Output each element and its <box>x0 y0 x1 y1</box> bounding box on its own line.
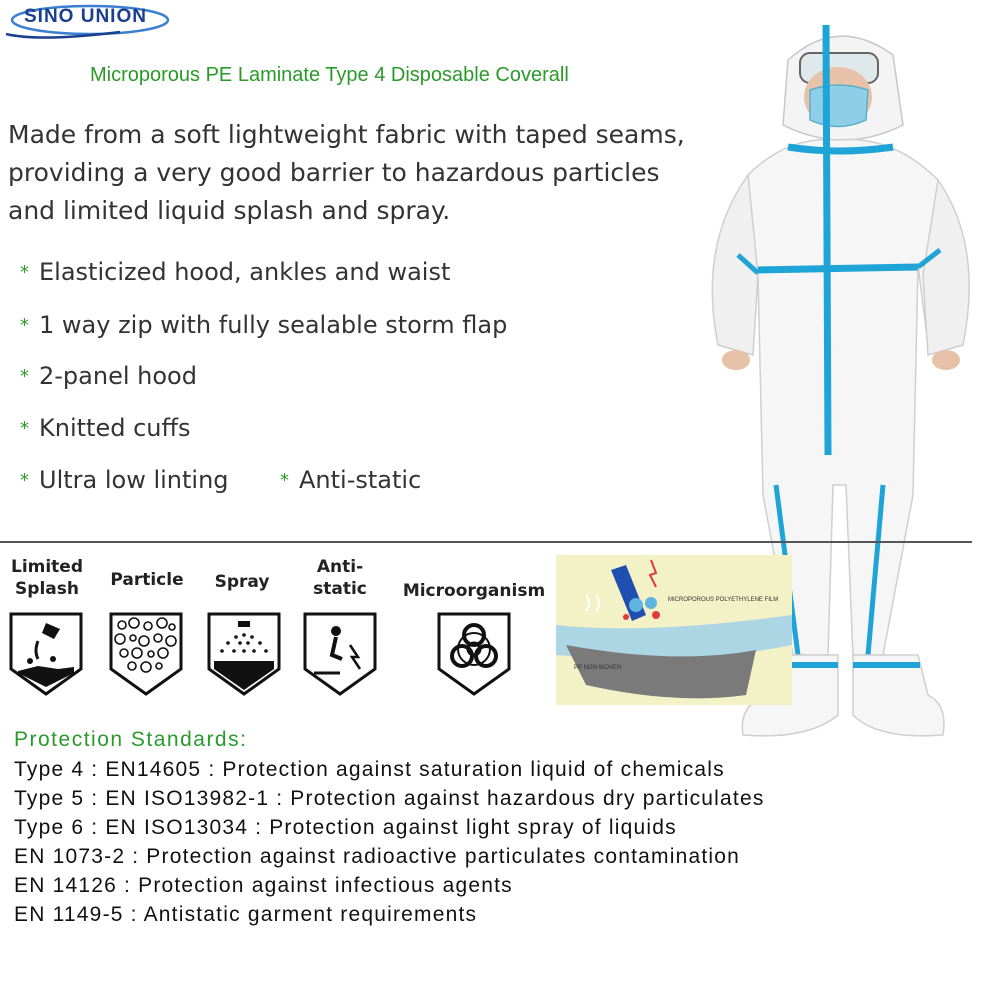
feature-item: * Knitted cuffs <box>20 414 191 442</box>
feature-item: * Elasticized hood, ankles and waist <box>20 258 451 286</box>
feature-item: * Ultra low linting <box>20 466 229 494</box>
fabric-layers-diagram <box>556 555 792 705</box>
standard-item: EN 1149-5 : Antistatic garment requirements <box>14 903 478 926</box>
product-description: Made from a soft lightweight fabric with taped seams, providing a very good barrier to hazardous particles and limited liquid splash and spray. <box>8 120 685 225</box>
bullet-star-icon: * <box>20 262 29 283</box>
limited-splash-icon <box>8 611 84 697</box>
standard-item: Type 6 : EN ISO13034 : Protection against light spray of liquids <box>14 816 677 839</box>
bullet-star-icon: * <box>280 470 289 491</box>
standard-item: EN 1073-2 : Protection against radioactive particulates contamination <box>14 845 740 868</box>
nonwoven-layer-label: PP NON WOVEN <box>574 665 622 671</box>
standard-item: EN 14126 : Protection against infectious agents <box>14 874 513 897</box>
logo-text: SINO UNION <box>24 6 147 27</box>
biohazard-icon <box>436 611 512 697</box>
feature-item: * Anti-static <box>280 466 422 494</box>
feature-item: * 1 way zip with fully sealable storm flap <box>20 311 508 339</box>
antistatic-icon <box>302 611 378 697</box>
feature-item: * 2-panel hood <box>20 362 197 390</box>
symbol-label-limited-splash: Limited Splash <box>10 557 84 599</box>
film-layer-label: MICROPOROUS POLYETHYLENE FILM <box>668 597 779 603</box>
particle-icon <box>108 611 184 697</box>
section-divider <box>0 541 972 543</box>
symbol-label-spray: Spray <box>214 572 270 592</box>
symbol-label-antistatic: Anti- static <box>313 557 367 599</box>
bullet-star-icon: * <box>20 418 29 439</box>
brand-logo <box>0 0 175 44</box>
page-title: Microporous PE Laminate Type 4 Disposable Coverall <box>90 64 569 86</box>
bullet-star-icon: * <box>20 366 29 387</box>
symbol-label-microorganism: Microorganism <box>402 581 546 601</box>
fabric-layers-icon <box>556 555 792 705</box>
standard-item: Type 4 : EN14605 : Protection against saturation liquid of chemicals <box>14 758 725 781</box>
spray-icon <box>206 611 282 697</box>
standards-title: Protection Standards: <box>14 728 248 751</box>
symbol-label-particle: Particle <box>110 570 184 590</box>
standard-item: Type 5 : EN ISO13982-1 : Protection against hazardous dry particulates <box>14 787 765 810</box>
bullet-star-icon: * <box>20 315 29 336</box>
bullet-star-icon: * <box>20 470 29 491</box>
